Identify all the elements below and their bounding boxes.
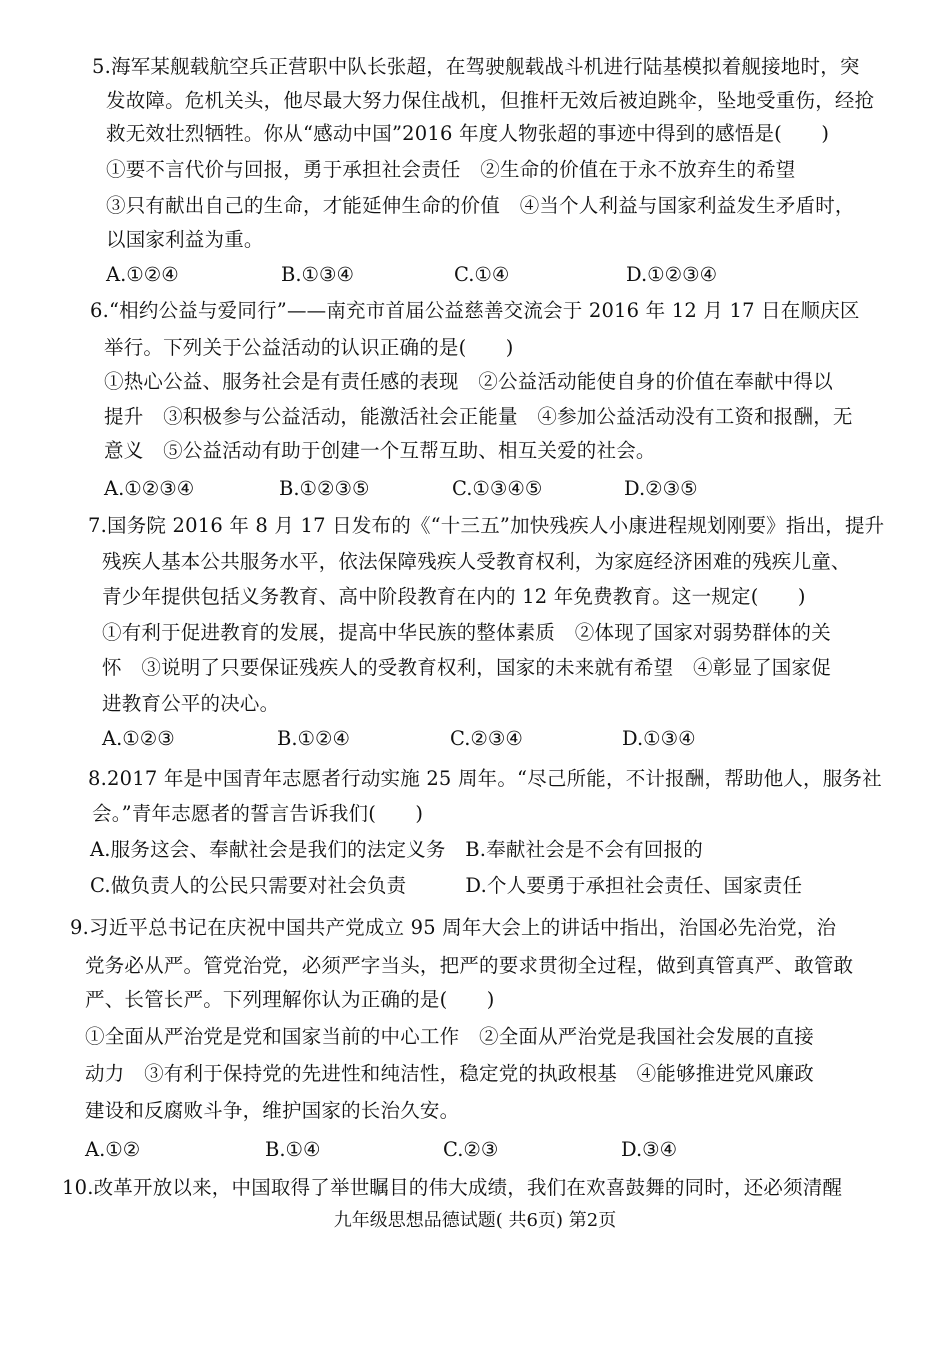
question-text-line: 7.国务院 2016 年 8 月 17 日发布的《“十三五”加快残疾人小康进程规划刚要》指出，提升 — [88, 514, 885, 537]
question-text-line: 党务必从严。管党治党，必须严字当头，把严的要求贯彻全过程，做到真管真严、敢管敢 — [85, 954, 854, 977]
question-text-line: 举行。下列关于公益活动的认识正确的是( ) — [104, 336, 514, 359]
question-text-line: 怀 ③说明了只要保证残疾人的受教育权利，国家的未来就有希望 ④彰显了国家促 — [102, 656, 831, 679]
question-text-line: ①有利于促进教育的发展，提高中华民族的整体素质 ②体现了国家对弱势群体的关 — [102, 621, 831, 644]
question-text-line: 9.习近平总书记在庆祝中国共产党成立 95 周年大会上的讲话中指出，治国必先治党，治 — [70, 916, 837, 939]
option-d: D.②③⑤ — [624, 477, 698, 500]
option-b: B.①④ — [265, 1138, 321, 1161]
question-text-line: 动力 ③有利于保持党的先进性和纯洁性，稳定党的执政根基 ④能够推进党风廉政 — [85, 1062, 814, 1085]
option-c: C.②③④ — [450, 727, 523, 750]
question-text-line: 严、长管长严。下列理解你认为正确的是( ) — [85, 988, 495, 1011]
answer-options — [104, 475, 864, 503]
question-text-line: 6.“相约公益与爱同行”——南充市首届公益慈善交流会于 2016 年 12 月 17 日在顺庆区 — [90, 299, 860, 322]
option-b: B.①②④ — [277, 727, 350, 750]
option-d: D.①③④ — [622, 727, 696, 750]
option-d: D.①②③④ — [626, 263, 718, 286]
option-a: A.①②③ — [102, 727, 175, 750]
answer-options — [106, 261, 866, 289]
question-text-line: ①全面从严治党是党和国家当前的中心工作 ②全面从严治党是我国社会发展的直接 — [85, 1025, 814, 1048]
answer-options — [102, 725, 862, 753]
page-footer: 九年级思想品德试题( 共6页) 第2页 — [333, 1210, 617, 1231]
question-text-line: 救无效壮烈牺牲。你从“感动中国”2016 年度人物张超的事迹中得到的感悟是( ) — [106, 122, 830, 145]
question-text-line: ①要不言代价与回报，勇于承担社会责任 ②生命的价值在于永不放弃生的希望 — [106, 158, 796, 181]
question-text-line: 10.改革开放以来，中国取得了举世瞩目的伟大成绩，我们在欢喜鼓舞的同时，还必须清醒 — [62, 1176, 843, 1199]
option-line: C.做负责人的公民只需要对社会负责 D.个人要勇于承担社会责任、国家责任 — [90, 874, 803, 897]
question-text-line: 会。”青年志愿者的誓言告诉我们( ) — [92, 802, 424, 825]
option-c: C.①③④⑤ — [452, 477, 543, 500]
question-text-line: 5.海军某舰载航空兵正营职中队长张超，在驾驶舰载战斗机进行陆基模拟着舰接地时，突 — [92, 55, 860, 78]
option-line: A.服务这会、奉献社会是我们的法定义务 B.奉献社会是不会有回报的 — [90, 838, 703, 861]
option-c: C.②③ — [443, 1138, 499, 1161]
question-text-line: 进教育公平的决心。 — [102, 692, 280, 715]
option-d: D.③④ — [621, 1138, 678, 1161]
question-text-line: 青少年提供包括义务教育、高中阶段教育在内的 12 年免费教育。这一规定( ) — [102, 585, 806, 608]
question-text-line: 以国家利益为重。 — [106, 228, 264, 251]
option-b: B.①③④ — [281, 263, 354, 286]
option-c: C.①④ — [454, 263, 510, 286]
question-text-line: 提升 ③积极参与公益活动，能激活社会正能量 ④参加公益活动没有工资和报酬，无 — [104, 405, 853, 428]
question-text-line: ①热心公益、服务社会是有责任感的表现 ②公益活动能使自身的价值在奉献中得以 — [104, 370, 833, 393]
question-text-line: 意义 ⑤公益活动有助于创建一个互帮互助、相互关爱的社会。 — [104, 439, 656, 462]
option-b: B.①②③⑤ — [279, 477, 370, 500]
question-text-line: 建设和反腐败斗争，维护国家的长治久安。 — [85, 1099, 460, 1122]
question-text-line: 残疾人基本公共服务水平，依法保障残疾人受教育权利，为家庭经济困难的残疾儿童、 — [102, 550, 851, 573]
option-a: A.①②③④ — [104, 477, 195, 500]
question-text-line: 8.2017 年是中国青年志愿者行动实施 25 周年。“尽己所能，不计报酬，帮助他人，服务社 — [88, 767, 882, 790]
question-text-line: ③只有献出自己的生命，才能延伸生命的价值 ④当个人利益与国家利益发生矛盾时， — [106, 194, 855, 217]
option-a: A.①②④ — [106, 263, 179, 286]
question-text-line: 发故障。危机关头，他尽最大努力保住战机，但推杆无效后被迫跳伞，坠地受重伤，经抢 — [106, 89, 875, 112]
answer-options — [85, 1136, 845, 1164]
option-a: A.①② — [85, 1138, 141, 1161]
